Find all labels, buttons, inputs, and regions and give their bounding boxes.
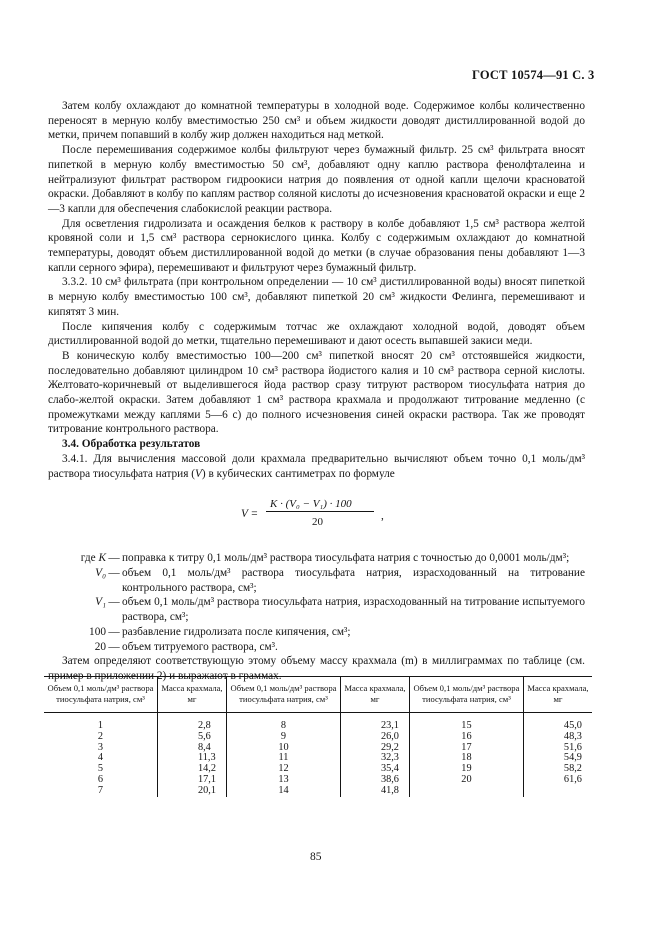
mass-cell: 48,3: [523, 732, 592, 743]
mass-cell: 45,0: [523, 713, 592, 732]
volume-cell: 14: [226, 786, 340, 797]
mass-cell: 11,3: [157, 753, 226, 764]
column-header: Масса крахмала, мг: [340, 677, 409, 713]
volume-cell: 20: [409, 775, 523, 786]
fraction-bar: [266, 511, 374, 512]
table-row: [44, 743, 592, 754]
mass-cell: 8,4: [157, 743, 226, 754]
definition-symbol: [48, 551, 106, 566]
column-header: Объем 0,1 моль/дм³ раствора тиосульфата натрия, см³: [226, 677, 340, 713]
mass-cell: 32,3: [340, 753, 409, 764]
volume-cell: 19: [409, 764, 523, 775]
variable-definitions: [48, 551, 585, 654]
volume-cell: 5: [97, 763, 104, 775]
mass-cell: 41,8: [340, 786, 409, 797]
paragraph: Для осветления гидролизата и осаждения белков к раствору в колбе добавляют 1,5 см³ раствора желтой кровяной соли и 1,5 см³ раствора сернокислого цинка. Колбу с содержимым охлаждают до комнатной температуры, доводят объем дистиллированной водой до метки (в случае образования пены добавляют 1—3 капли серного эфира), перемешивают и фильтруют через бумажный фильтр.: [48, 217, 585, 274]
mass-cell: 58,2: [523, 764, 592, 775]
definition-text: поправка к титру 0,1 моль/дм³ раствора тиосульфата натрия с точностью до 0,0001 моль/дм³;: [122, 552, 570, 565]
formula-trail: ,: [381, 510, 384, 523]
paragraph: Затем колбу охлаждают до комнатной температуры в холодной воде. Содержимое колбы количественно переносят в мерную колбу вместимостью 250 см³ и объем жидкости доводят дистиллированной водой до метки, причем попавший в колбу жир должен находиться над меткой.: [48, 100, 585, 142]
table-row: [44, 764, 592, 775]
volume-cell: 10: [226, 743, 340, 754]
volume-cell: 17: [409, 743, 523, 754]
mass-cell: 29,2: [340, 743, 409, 754]
body-text: [48, 99, 585, 684]
volume-cell: 18: [409, 753, 523, 764]
volume-cell: 2: [97, 730, 104, 742]
volume-cell: 13: [226, 775, 340, 786]
mass-cell: 54,9: [523, 753, 592, 764]
column-header: Масса крахмала, мг: [157, 677, 226, 713]
definition-symbol: 100: [89, 625, 106, 638]
table-body: [44, 713, 592, 797]
definition-text: объем 0,1 моль/дм³ раствора тиосульфата натрия, израсходованный на титрование испытуемого раствора, см³;: [122, 596, 585, 624]
table-row: [44, 753, 592, 764]
formula-denominator: 20: [312, 516, 323, 529]
paragraph: После кипячения колбу с содержимым тотчас же охлаждают холодной водой, доводят объем дистиллированной водой до метки, тщательно перемешивают и дают осесть выпавшей закиси меди.: [48, 320, 585, 348]
volume-cell: 9: [226, 732, 340, 743]
volume-formula: [48, 487, 585, 541]
mass-cell: 26,0: [340, 732, 409, 743]
starch-mass-table: [44, 676, 592, 797]
definition-row: [48, 640, 585, 655]
column-header: Масса крахмала, мг: [523, 677, 592, 713]
mass-cell: 5,6: [157, 732, 226, 743]
volume-cell: 16: [409, 732, 523, 743]
table-header-row: [44, 677, 592, 713]
table-row: [44, 713, 592, 732]
intro-var: V: [195, 467, 202, 480]
definition-dash: —: [108, 552, 120, 565]
paragraph: В коническую колбу вместимостью 100—200 см³ пипеткой вносят 20 см³ отстоявшейся жидкости, последовательно добавляют цилиндром 10 см³ раствора йодистого калия и 10 см³ раствора серной кислоты. Желтовато-коричневый от выделившегося йода раствор сразу титруют раствором тиосульфата натрия до слабо-желтой окраски. Затем добавляют 1 см³ раствора крахмала и продолжают титрование медленно (с промежутками между каплями 5—6 с) до полного исчезновения синей окраски раствора. Так же проводят титрование контрольного раствора.: [48, 349, 585, 436]
where-word: где: [80, 552, 96, 565]
table-intro-paragraph: Затем определяют соответствующую этому объему массу крахмала (m) в миллиграммах по таблице (см. пример в приложении 2) и выражают в граммах.: [48, 655, 585, 682]
column-header: Объем 0,1 моль/дм³ раствора тиосульфата натрия, см³: [44, 677, 157, 713]
definition-dash: —: [108, 625, 120, 638]
definition-dash: —: [108, 596, 120, 609]
volume-cell: 3: [97, 741, 104, 753]
formula-lhs: V =: [241, 508, 259, 521]
mass-cell: 61,6: [523, 775, 592, 786]
definition-text: объем 0,1 моль/дм³ раствора тиосульфата натрия, израсходованный на титрование контрольного раствора, см³;: [122, 566, 585, 594]
mass-cell: 35,4: [340, 764, 409, 775]
mass-cell: 14,2: [157, 764, 226, 775]
mass-cell: 38,6: [340, 775, 409, 786]
intro-start: 3.4.1. Для вычисления массовой доли крахмала предварительно вычисляют объем точно 0,1 моль/дм³ раствора тиосульфата натрия (: [48, 452, 585, 480]
formula-numerator: K · (V₀ − V₁) · 100: [270, 498, 352, 511]
mass-cell: 51,6: [523, 743, 592, 754]
table-row: [44, 786, 592, 797]
page-number: 85: [310, 851, 322, 863]
volume-cell: 1: [97, 720, 104, 731]
mass-cell: 20,1: [157, 786, 226, 797]
definition-text: разбавление гидролизата после кипячения, см³;: [122, 625, 351, 638]
intro-end: ) в кубических сантиметрах по формуле: [201, 467, 395, 480]
definition-text: объем титруемого раствора, см³.: [122, 640, 278, 653]
section-heading: 3.4. Обработка результатов: [62, 438, 201, 451]
definition-symbol: V₁: [95, 596, 106, 609]
volume-cell: 11: [226, 753, 340, 764]
mass-cell: [523, 786, 592, 797]
mass-cell: 23,1: [340, 713, 409, 732]
definition-row: [48, 595, 585, 624]
mass-cell: 17,1: [157, 775, 226, 786]
volume-cell: 4: [97, 752, 104, 764]
paragraph: 3.3.2. 10 см³ фильтрата (при контрольном определении — 10 см³ дистиллированной воды) вносят пипеткой в мерную колбу вместимостью 100 см³, добавляют пипеткой 20 см³ жидкости Фелинга, перемешивают и кипятят 3 мин.: [48, 276, 585, 318]
mass-cell: 2,8: [157, 713, 226, 732]
definition-symbol: V₀: [95, 566, 106, 579]
volume-cell: 8: [226, 713, 340, 732]
definition-dash: —: [108, 640, 120, 653]
table-row: [44, 775, 592, 786]
volume-cell: 7: [97, 784, 104, 796]
definition-row: [48, 566, 585, 595]
definition-symbol: 20: [94, 640, 106, 653]
volume-cell: 12: [226, 764, 340, 775]
definition-row: [48, 625, 585, 640]
table-row: [44, 732, 592, 743]
symbol-k: K: [98, 552, 106, 565]
definition-row: [48, 551, 585, 566]
paragraph: После перемешивания содержимое колбы фильтруют через бумажный фильтр. 25 см³ фильтрата вносят пипеткой в мерную колбу вместимостью 50 см³, добавляют одну каплю раствора фенолфталеина и нейтрализуют фильтрат раствором гидроокиси натрия до появления от одной капли щелочи красноватой окраски. Добавляют в колбу по каплям раствор соляной кислоты до исчезновения красноватой окраски и еще 2—3 капли для обеспечения слабокислой реакции раствора.: [48, 144, 585, 215]
volume-cell: [409, 786, 523, 797]
definition-dash: —: [108, 566, 120, 579]
column-header: Объем 0,1 моль/дм³ раствора тиосульфата натрия, см³: [409, 677, 523, 713]
running-header: ГОСТ 10574—91 С. 3: [472, 68, 595, 82]
volume-cell: 15: [409, 713, 523, 732]
section-intro: [48, 452, 585, 481]
volume-cell: 6: [97, 773, 104, 785]
